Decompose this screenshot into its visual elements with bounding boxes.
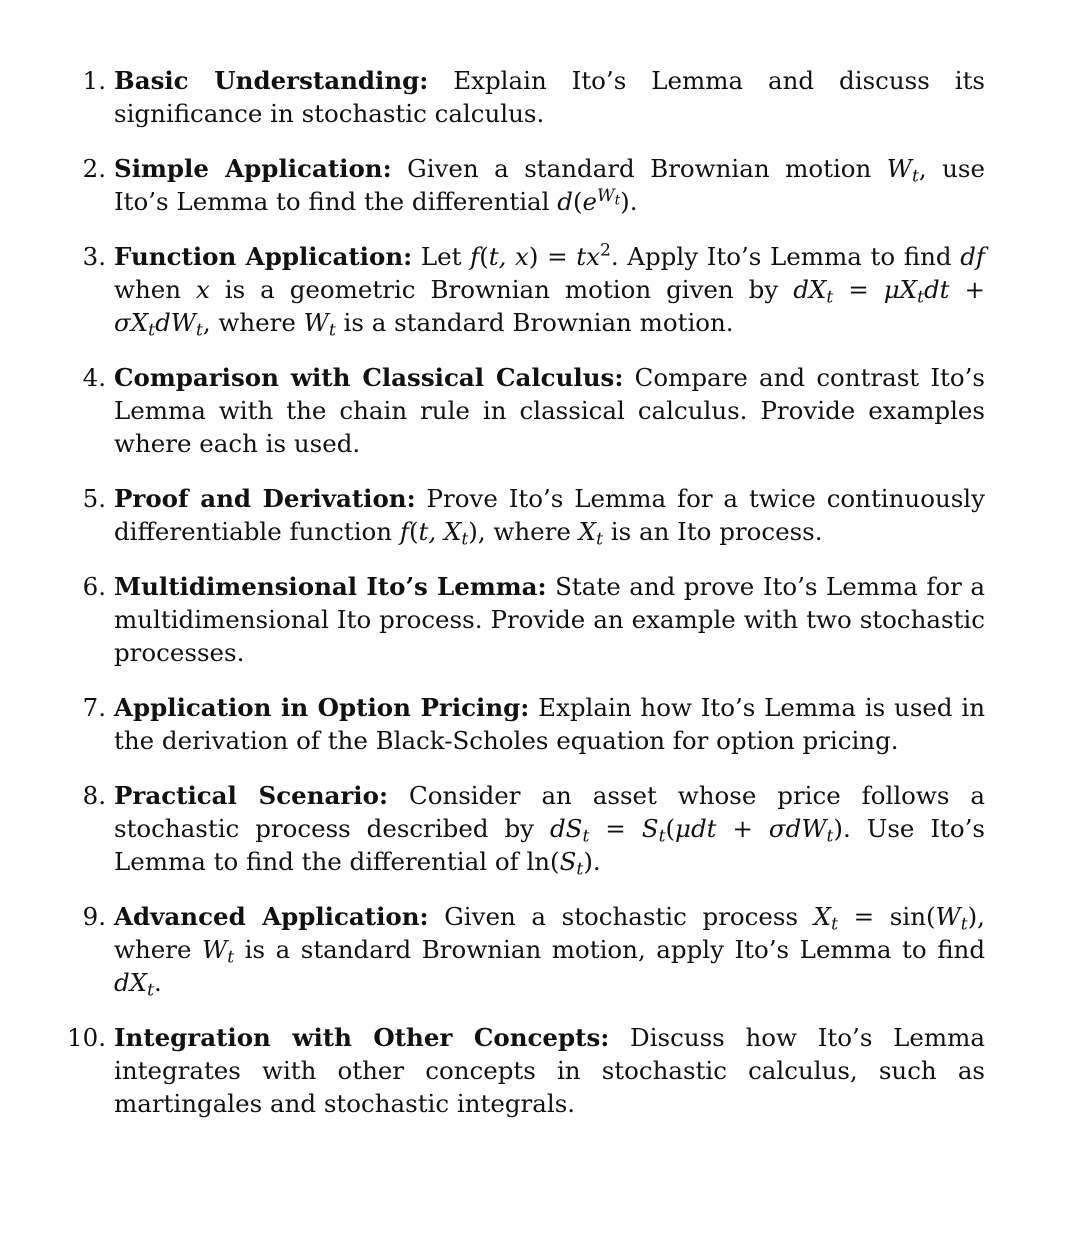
math-symbol: S [641,814,659,843]
question-heading: Comparison with Classical Calculus: [114,363,624,392]
question-text: ), where [468,517,579,546]
math-expression [793,275,834,308]
question-text: ), where [114,902,985,964]
question-text: . Apply Ito’s Lemma to find [610,242,961,271]
math-expression [202,935,235,968]
question-text: Compare and contrast Ito’s Lemma with the chain rule in classical calculus. Provide examples where each is used. [114,363,985,458]
question-number: 9. [82,902,106,931]
math-symbol: dt [923,275,950,304]
question-item [0,1021,1080,1120]
math-subscript: t [658,826,666,847]
math-subscript: t [227,947,235,968]
math-expression [418,517,469,550]
question-number: 8. [82,781,106,810]
math-expression [935,902,968,935]
question-text: is an Ito process. [603,517,823,546]
math-symbol: dS [549,814,583,843]
question-heading: Integration with Other Concepts: [114,1023,610,1052]
math-expression [196,275,210,304]
math-superscript-subscript: t [614,192,621,208]
question-text: when [114,275,196,304]
math-expression [155,308,203,341]
question-item [0,691,1080,757]
math-subscript: t [582,826,590,847]
math-expression [549,814,590,847]
question-text: Explain Ito’s Lemma and discuss its significance in stochastic calculus. [114,66,985,128]
math-subscript: t [911,166,919,187]
question-item [0,240,1080,339]
math-expression [489,242,529,271]
math-expression [960,242,985,271]
math-subscript: t [831,914,838,935]
question-number: 6. [82,572,106,601]
math-symbol: e [582,187,598,216]
question-item [0,361,1080,460]
math-superscript [600,241,611,261]
math-expression [303,308,336,341]
math-symbol: μX [883,275,918,304]
math-expression [576,242,611,271]
question-heading: Multidimensional Ito’s Lemma: [114,572,547,601]
math-expression [641,814,666,847]
question-heading: Application in Option Pricing: [114,693,530,722]
question-text: Consider an asset whose price follows a stochastic process described by [114,781,985,843]
question-item [0,900,1080,999]
math-subscript: t [826,287,834,308]
question-text: . [154,968,162,997]
question-number: 2. [82,154,106,183]
math-symbol: dX [793,275,827,304]
math-symbol: f [470,242,480,271]
question-heading: Simple Application: [114,154,392,183]
question-text: + [716,814,769,843]
question-number: 10. [67,1023,106,1052]
math-symbol: W [935,902,961,931]
math-symbol: df [960,242,985,271]
math-symbol: dX [114,968,148,997]
math-symbol: W [886,154,912,183]
math-subscript: t [195,320,203,341]
question-text: ( [408,517,419,546]
question-heading: Function Application: [114,242,413,271]
question-text: Let [412,242,471,271]
math-expression [583,187,621,216]
math-symbol: S [559,847,577,876]
math-symbol: σdW [768,814,827,843]
math-subscript: t [328,320,336,341]
math-symbol: μdt [675,814,717,843]
question-text: State and prove Ito’s Lemma for a multidimensional Ito process. Provide an example with two stochastic processes. [114,572,985,667]
question-text: Prove Ito’s Lemma for a twice continuously differentiable function [114,484,985,546]
math-subscript: t [148,320,156,341]
math-expression [675,814,716,843]
question-text: Given a stochastic process [428,902,814,931]
question-text: + [949,275,985,304]
question-number: 3. [82,242,106,271]
math-subscript: t [826,826,834,847]
question-text: Explain how Ito’s Lemma is used in the derivation of the Black-Scholes equation for option pricing. [114,693,985,755]
question-text: ( [479,242,489,271]
question-number: 5. [82,484,106,513]
math-subscript: t [917,287,924,308]
question-text: , use Ito’s Lemma to find the differential [114,154,985,216]
question-list [0,64,1080,1142]
math-subscript: t [960,914,968,935]
question-item [0,152,1080,218]
question-text: is a geometric Brownian motion given by [209,275,794,304]
math-symbol: dW [155,308,196,337]
question-text: ( [572,187,583,216]
math-symbol: tx [576,242,600,271]
math-subscript: t [596,529,603,550]
question-text: = sin( [838,902,936,931]
question-text: is a standard Brownian motion, apply Ito’s Lemma to find [234,935,986,964]
question-number: 4. [82,363,106,392]
question-text: is a standard Brownian motion. [335,308,734,337]
math-expression [813,902,838,935]
math-superscript [597,186,620,206]
question-item [0,779,1080,878]
math-expression [470,242,479,271]
math-expression [768,814,834,847]
math-symbol: x [196,275,210,304]
math-expression [883,275,924,308]
question-text: Given a standard Brownian motion [391,154,887,183]
question-text: = [833,275,884,304]
math-expression [559,847,584,880]
math-symbol: f [399,517,409,546]
math-symbol: t, X [418,517,462,546]
question-text: ). [583,847,601,876]
math-subscript: t [461,529,469,550]
math-expression [886,154,919,187]
math-expression [114,968,155,1001]
math-symbol: X [578,517,597,546]
question-number: 1. [82,66,106,95]
math-expression [557,187,573,216]
question-text: , where [202,308,304,337]
math-superscript-symbol: 2 [599,240,611,261]
question-text: ). Use Ito’s Lemma to find the differential of ln( [114,814,986,876]
question-item [0,482,1080,548]
question-heading: Proof and Derivation: [114,484,416,513]
question-item [0,64,1080,130]
math-symbol: X [813,902,832,931]
math-expression [400,517,409,546]
math-symbol: t, x [488,242,529,271]
math-expression [924,275,950,304]
math-symbol: W [303,308,329,337]
math-symbol: σX [114,308,149,337]
math-expression [114,308,156,341]
question-item [0,570,1080,669]
math-superscript-symbol: W [597,185,615,206]
question-text: ). [620,187,638,216]
question-heading: Practical Scenario: [114,781,389,810]
question-text: = [589,814,642,843]
math-expression [578,517,603,550]
math-symbol: d [557,187,573,216]
question-text: ) = [528,242,577,271]
question-heading: Basic Understanding: [114,66,429,95]
question-text: ( [665,814,676,843]
question-text: Discuss how Ito’s Lemma integrates with other concepts in stochastic calculus, such as martingales and stochastic integrals. [114,1023,985,1118]
math-subscript: t [147,980,155,1001]
question-heading: Advanced Application: [114,902,429,931]
math-subscript: t [576,859,584,880]
math-symbol: W [202,935,228,964]
question-number: 7. [82,693,106,722]
